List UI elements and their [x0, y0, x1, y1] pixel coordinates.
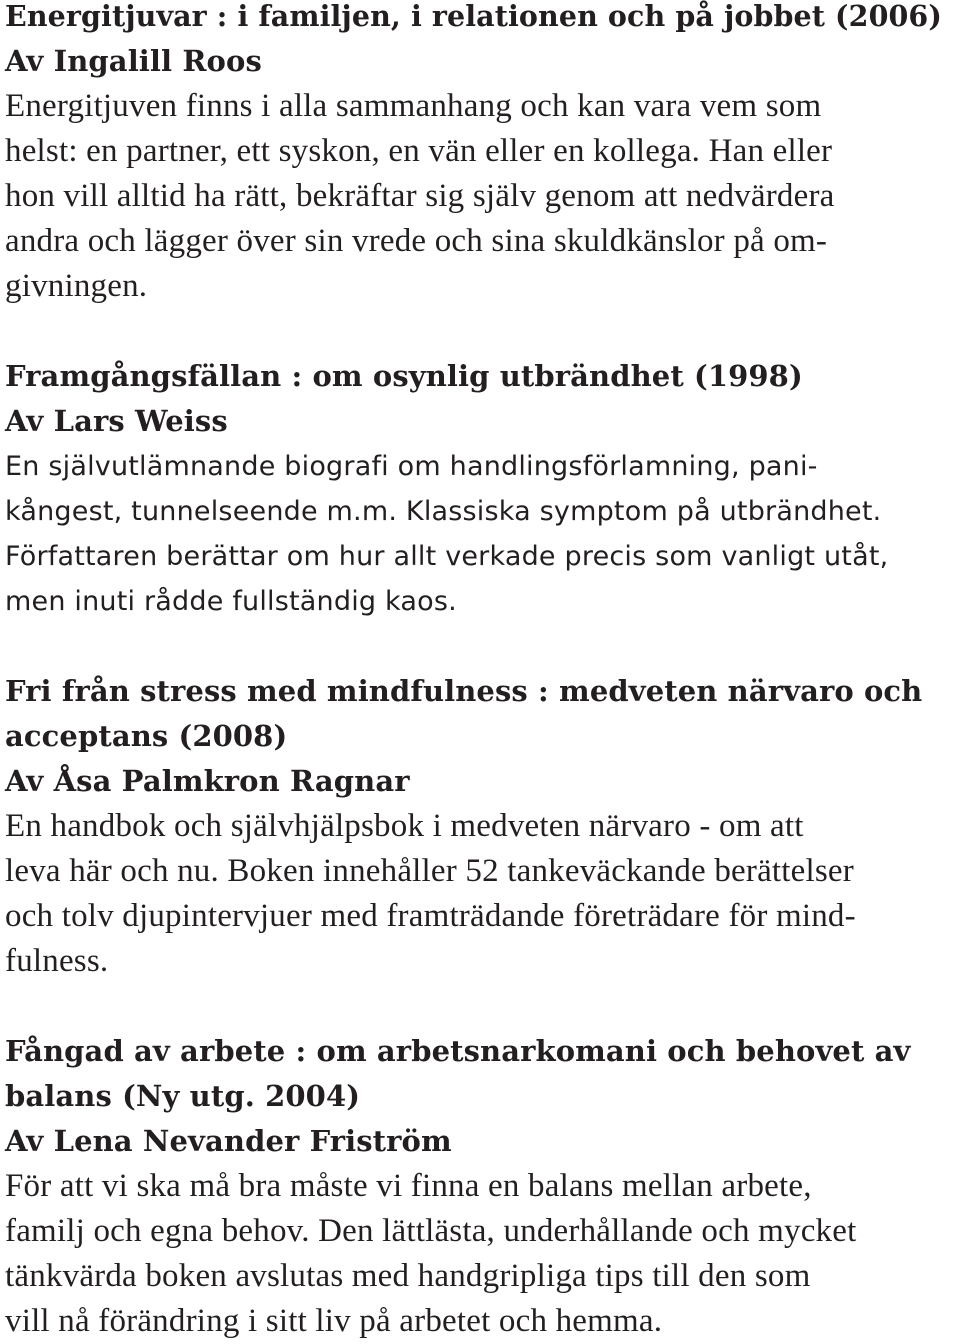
book-title-continued: balans (Ny utg. 2004): [5, 1079, 361, 1113]
book-author: Av Åsa Palmkron Ragnar: [5, 764, 410, 798]
book-title: Fångad av arbete : om arbetsnarkomani och behovet av: [5, 1034, 911, 1068]
book-author: Av Lars Weiss: [5, 404, 228, 438]
book-entry: [5, 0, 955, 309]
book-title-continued: acceptans (2008): [5, 719, 288, 753]
book-description-line: givningen.: [5, 268, 148, 304]
book-description-line: En självutlämnande biografi om handlingsförlamning, pani-: [5, 451, 818, 482]
book-description-line: För att vi ska må bra måste vi finna en balans mellan arbete,: [5, 1168, 812, 1204]
book-entry: [5, 669, 955, 984]
book-description-line: leva här och nu. Boken innehåller 52 tankeväckande berättelser: [5, 853, 854, 889]
book-entry: [5, 1029, 955, 1344]
book-title: Fri från stress med mindfulness : medveten närvaro och: [5, 674, 923, 708]
book-title: Framgångsfällan : om osynlig utbrändhet (1998): [5, 359, 803, 393]
book-description-line: kångest, tunnelseende m.m. Klassiska symptom på utbrändhet.: [5, 496, 882, 527]
book-description-line: Energitjuven finns i alla sammanhang och kan vara vem som: [5, 88, 822, 124]
book-description-line: Författaren berättar om hur allt verkade precis som vanligt utåt,: [5, 541, 889, 572]
book-description-line: men inuti rådde fullständig kaos.: [5, 586, 457, 617]
book-description-line: helst: en partner, ett syskon, en vän eller en kollega. Han eller: [5, 133, 833, 169]
book-author: Av Ingalill Roos: [5, 44, 262, 78]
book-description-line: fulness.: [5, 943, 109, 979]
book-author: Av Lena Nevander Friström: [5, 1124, 452, 1158]
book-description-line: andra och lägger över sin vrede och sina skuldkänslor på om-: [5, 223, 828, 259]
book-title: Energitjuvar : i familjen, i relationen och på jobbet (2006): [5, 0, 942, 33]
book-description-line: och tolv djupintervjuer med framträdande företrädare för mind-: [5, 898, 856, 934]
book-description-line: vill nå förändring i sitt liv på arbetet och hemma.: [5, 1303, 663, 1339]
book-entry: [5, 354, 955, 624]
book-description-line: hon vill alltid ha rätt, bekräftar sig själv genom att nedvärdera: [5, 178, 835, 214]
book-description-line: familj och egna behov. Den lättlästa, underhållande och mycket: [5, 1213, 857, 1249]
book-description-line: En handbok och självhjälpsbok i medveten närvaro - om att: [5, 808, 804, 844]
book-description-line: tänkvärda boken avslutas med handgripliga tips till den som: [5, 1258, 811, 1294]
